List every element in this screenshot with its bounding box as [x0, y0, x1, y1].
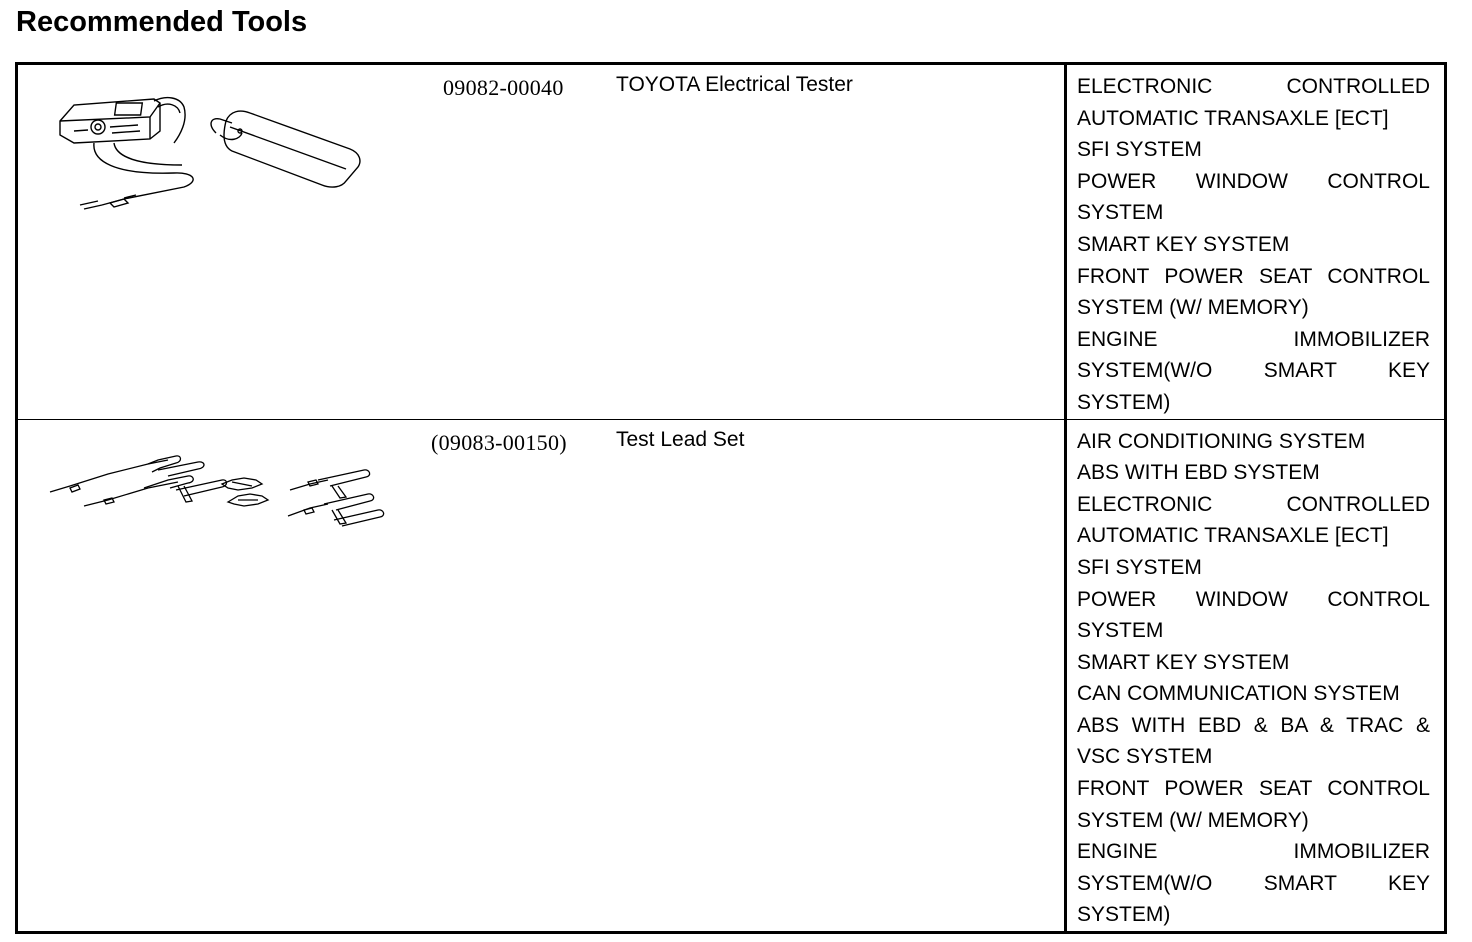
tool-illustration-cell	[17, 419, 429, 933]
tool-illustration-cell	[17, 64, 429, 420]
system-item: SFI SYSTEM	[1077, 138, 1202, 162]
tool-part-number: (09083-00150)	[431, 429, 567, 455]
system-item: ABS WITH EBD & BA & TRAC & VSC SYSTEM	[1077, 713, 1430, 769]
system-item: SMART KEY SYSTEM	[1077, 650, 1290, 674]
tool-name: TOYOTA Electrical Tester	[616, 64, 1066, 420]
system-item: POWER WINDOW CONTROL SYSTEM	[1077, 169, 1430, 225]
tool-row	[17, 64, 1446, 420]
system-item: ABS WITH EBD SYSTEM	[1077, 461, 1320, 485]
system-item: ELECTRONIC CONTROLLED AUTOMATIC TRANSAXLE [ECT]	[1077, 75, 1430, 130]
system-item: FRONT POWER SEAT CONTROL SYSTEM (W/ MEMORY)	[1077, 264, 1430, 320]
tool-row	[17, 419, 1446, 933]
system-item: POWER WINDOW CONTROL SYSTEM	[1077, 587, 1430, 643]
system-item: ENGINE IMMOBILIZER SYSTEM(W/O SMART KEY SYSTEM)	[1077, 840, 1430, 927]
system-item: ENGINE IMMOBILIZER SYSTEM(W/O SMART KEY SYSTEM)	[1077, 327, 1430, 414]
applicable-systems-list	[1066, 64, 1446, 420]
applicable-systems-list	[1066, 419, 1446, 933]
tool-part-number: 09082-00040	[428, 64, 616, 420]
tool-name: Test Lead Set	[616, 427, 745, 451]
system-item: ELECTRONIC CONTROLLED AUTOMATIC TRANSAXLE [ECT]	[1077, 492, 1430, 548]
system-item: AIR CONDITIONING SYSTEM	[1077, 429, 1366, 453]
system-item: SFI SYSTEM	[1077, 555, 1202, 579]
electrical-tester-illustration	[54, 91, 384, 221]
system-item: FRONT POWER SEAT CONTROL SYSTEM (W/ MEMORY)	[1077, 777, 1430, 832]
page-title: Recommended Tools	[16, 6, 308, 38]
recommended-tools-table	[15, 62, 1447, 934]
test-lead-set-illustration	[48, 446, 393, 536]
system-item: SMART KEY SYSTEM	[1077, 232, 1290, 256]
system-item: CAN COMMUNICATION SYSTEM	[1077, 682, 1400, 706]
